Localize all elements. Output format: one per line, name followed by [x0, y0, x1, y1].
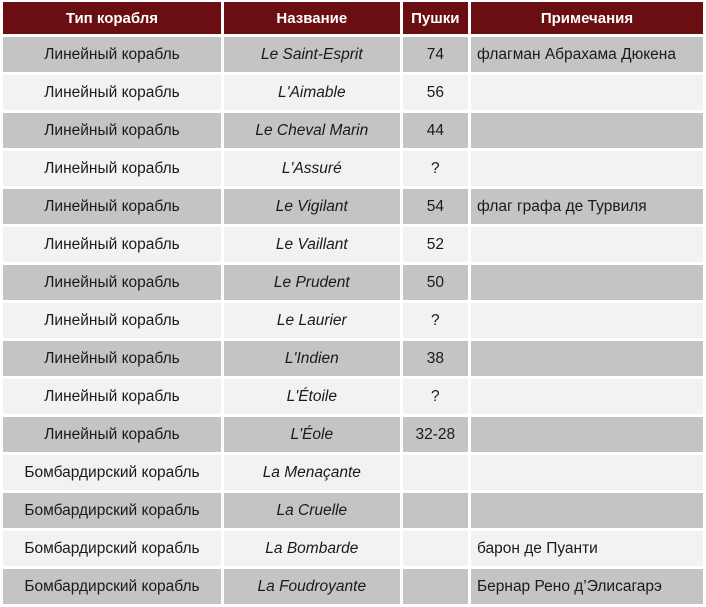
header-notes: Примечания	[471, 2, 703, 34]
table-body	[3, 37, 703, 604]
notes-cell: барон де Пуанти	[471, 531, 703, 566]
ship-name-cell: L'Étoile	[224, 379, 400, 414]
guns-cell: 32-28	[403, 417, 468, 452]
guns-cell	[403, 455, 468, 490]
ship-name-cell: L'Assuré	[224, 151, 400, 186]
ship-type-cell: Линейный корабль	[3, 151, 221, 186]
ship-name-cell: La Cruelle	[224, 493, 400, 528]
table-row	[3, 493, 703, 528]
guns-cell: ?	[403, 379, 468, 414]
ship-type-cell: Линейный корабль	[3, 303, 221, 338]
table-row	[3, 189, 703, 224]
guns-cell	[403, 531, 468, 566]
ship-name-cell: Le Vigilant	[224, 189, 400, 224]
ship-type-cell: Линейный корабль	[3, 113, 221, 148]
notes-cell	[471, 341, 703, 376]
notes-cell	[471, 151, 703, 186]
guns-cell	[403, 569, 468, 604]
table-row	[3, 75, 703, 110]
ship-name-cell: Le Vaillant	[224, 227, 400, 262]
notes-cell	[471, 265, 703, 300]
table-row	[3, 569, 703, 604]
guns-cell: 50	[403, 265, 468, 300]
ship-name-cell: Le Saint-Esprit	[224, 37, 400, 72]
guns-cell: ?	[403, 151, 468, 186]
notes-cell	[471, 493, 703, 528]
ship-name-cell: Le Cheval Marin	[224, 113, 400, 148]
header-ship-name: Название	[224, 2, 400, 34]
guns-cell: 52	[403, 227, 468, 262]
ship-type-cell: Линейный корабль	[3, 379, 221, 414]
guns-cell: 54	[403, 189, 468, 224]
table-row	[3, 531, 703, 566]
table-row	[3, 37, 703, 72]
table-row	[3, 227, 703, 262]
ship-type-cell: Бомбардирский корабль	[3, 531, 221, 566]
guns-cell	[403, 493, 468, 528]
ship-name-cell: La Foudroyante	[224, 569, 400, 604]
notes-cell	[471, 417, 703, 452]
notes-cell: флаг графа де Турвиля	[471, 189, 703, 224]
table-header	[3, 2, 703, 34]
header-ship-type: Тип корабля	[3, 2, 221, 34]
table-row	[3, 417, 703, 452]
ship-name-cell: Le Laurier	[224, 303, 400, 338]
notes-cell: флагман Абрахама Дюкена	[471, 37, 703, 72]
table-row	[3, 455, 703, 490]
ship-type-cell: Бомбардирский корабль	[3, 455, 221, 490]
notes-cell	[471, 113, 703, 148]
table-row	[3, 151, 703, 186]
ship-type-cell: Линейный корабль	[3, 417, 221, 452]
ship-type-cell: Линейный корабль	[3, 189, 221, 224]
ship-name-cell: Le Prudent	[224, 265, 400, 300]
header-row	[3, 2, 703, 34]
ship-type-cell: Линейный корабль	[3, 227, 221, 262]
guns-cell: 44	[403, 113, 468, 148]
notes-cell	[471, 227, 703, 262]
ship-type-cell: Бомбардирский корабль	[3, 569, 221, 604]
ship-name-cell: La Menaçante	[224, 455, 400, 490]
ship-name-cell: L'Éole	[224, 417, 400, 452]
guns-cell: ?	[403, 303, 468, 338]
ship-type-cell: Линейный корабль	[3, 341, 221, 376]
table-row	[3, 379, 703, 414]
guns-cell: 74	[403, 37, 468, 72]
ship-type-cell: Бомбардирский корабль	[3, 493, 221, 528]
guns-cell: 38	[403, 341, 468, 376]
notes-cell: Бернар Рено д’Элисагарэ	[471, 569, 703, 604]
ship-type-cell: Линейный корабль	[3, 265, 221, 300]
table-row	[3, 341, 703, 376]
ship-name-cell: L'Aimable	[224, 75, 400, 110]
notes-cell	[471, 455, 703, 490]
table-row	[3, 265, 703, 300]
header-guns: Пушки	[403, 2, 468, 34]
ship-name-cell: La Bombarde	[224, 531, 400, 566]
notes-cell	[471, 303, 703, 338]
notes-cell	[471, 379, 703, 414]
notes-cell	[471, 75, 703, 110]
ship-name-cell: L'Indien	[224, 341, 400, 376]
ship-type-cell: Линейный корабль	[3, 37, 221, 72]
table-row	[3, 303, 703, 338]
guns-cell: 56	[403, 75, 468, 110]
table-row	[3, 113, 703, 148]
ship-type-cell: Линейный корабль	[3, 75, 221, 110]
